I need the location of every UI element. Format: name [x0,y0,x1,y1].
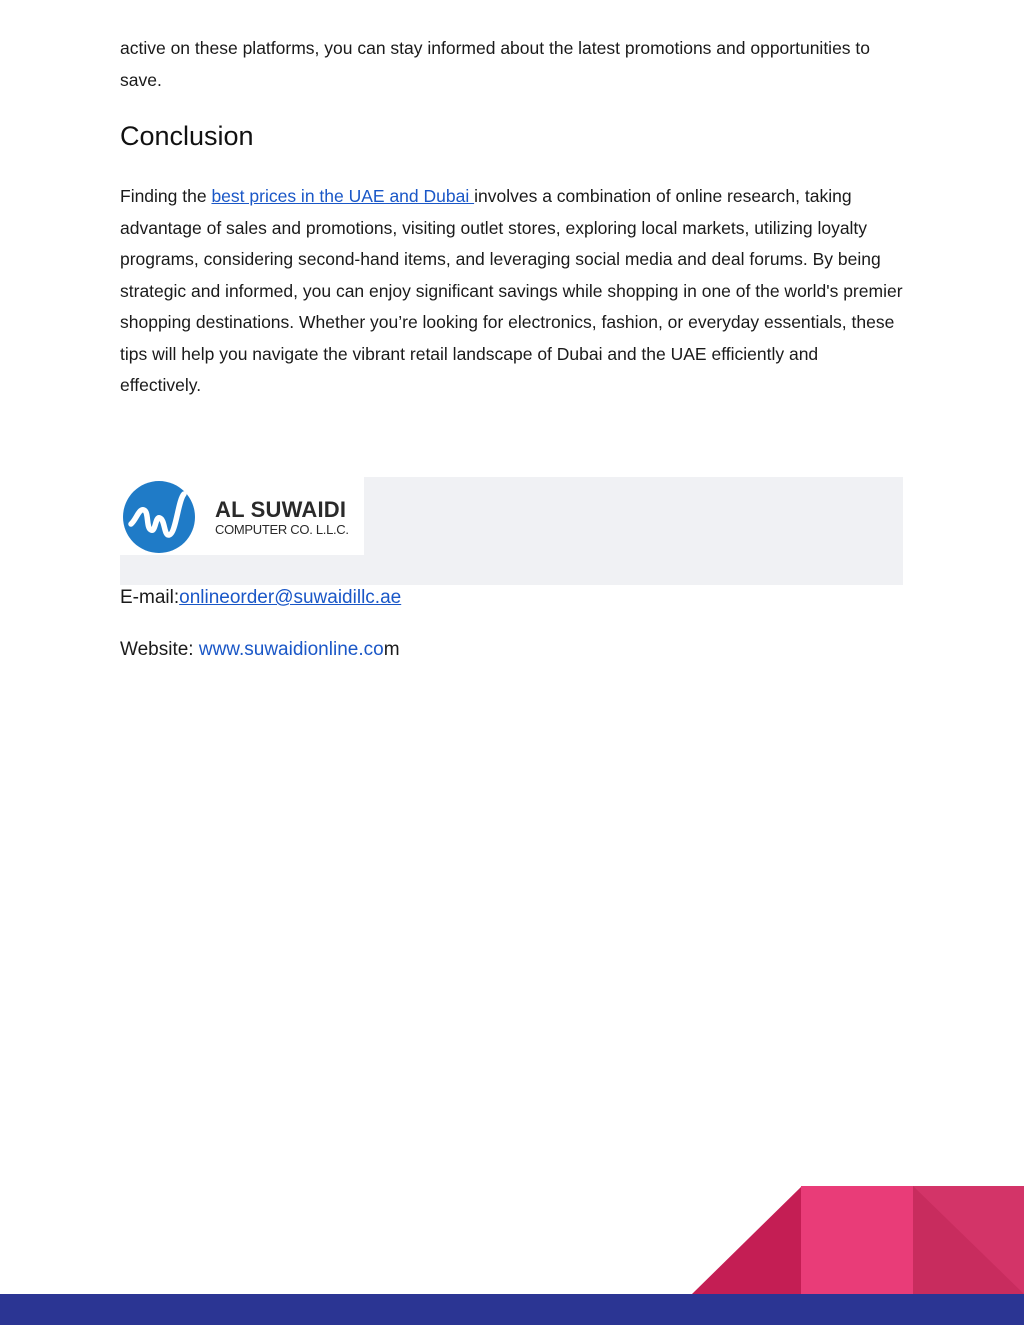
email-line [120,586,401,610]
footer-bar [0,1294,1024,1325]
conclusion-text-prefix: Finding the [120,186,212,206]
wave-logo-icon [122,480,196,554]
website-line [120,638,400,662]
email-label: E-mail: [120,587,180,608]
conclusion-text-suffix: involves a combination of online research, taking advantage of sales and promotions, visiting outlet stores, exploring local markets, utilizing loyalty programs, considering second-hand items, and leveraging social media and deal forums. By being strategic and informed, you can enjoy significant savings while shopping in one of the world's premier shopping destinations. Whether you’re looking for electronics, fashion, or everyday essentials, these tips will help you navigate the vibrant retail landscape of Dubai and the UAE efficiently and effectively. [120,186,903,395]
website-link[interactable]: www.suwaidionline.co [198,639,384,660]
website-label: Website: [120,639,199,660]
company-logo [120,477,364,555]
conclusion-paragraph [120,181,904,402]
logo-company-name: AL SUWAIDI [215,497,347,522]
best-prices-link[interactable]: best prices in the UAE and Dubai [211,186,475,206]
deco-inner-triangle [913,1186,1024,1294]
logo-banner [120,477,903,585]
email-link[interactable]: onlineorder@suwaidillc.ae [179,587,402,608]
logo-company-subtitle: COMPUTER CO. L.L.C. [215,522,349,537]
conclusion-heading: Conclusion [120,121,254,151]
deco-square-magenta [913,1186,1024,1294]
deco-square-pink [801,1186,914,1294]
website-link-tail: m [383,639,400,660]
intro-paragraph: active on these platforms, you can stay informed about the latest promotions and opportunities to save. [120,38,871,90]
deco-triangle-dark [692,1186,802,1294]
